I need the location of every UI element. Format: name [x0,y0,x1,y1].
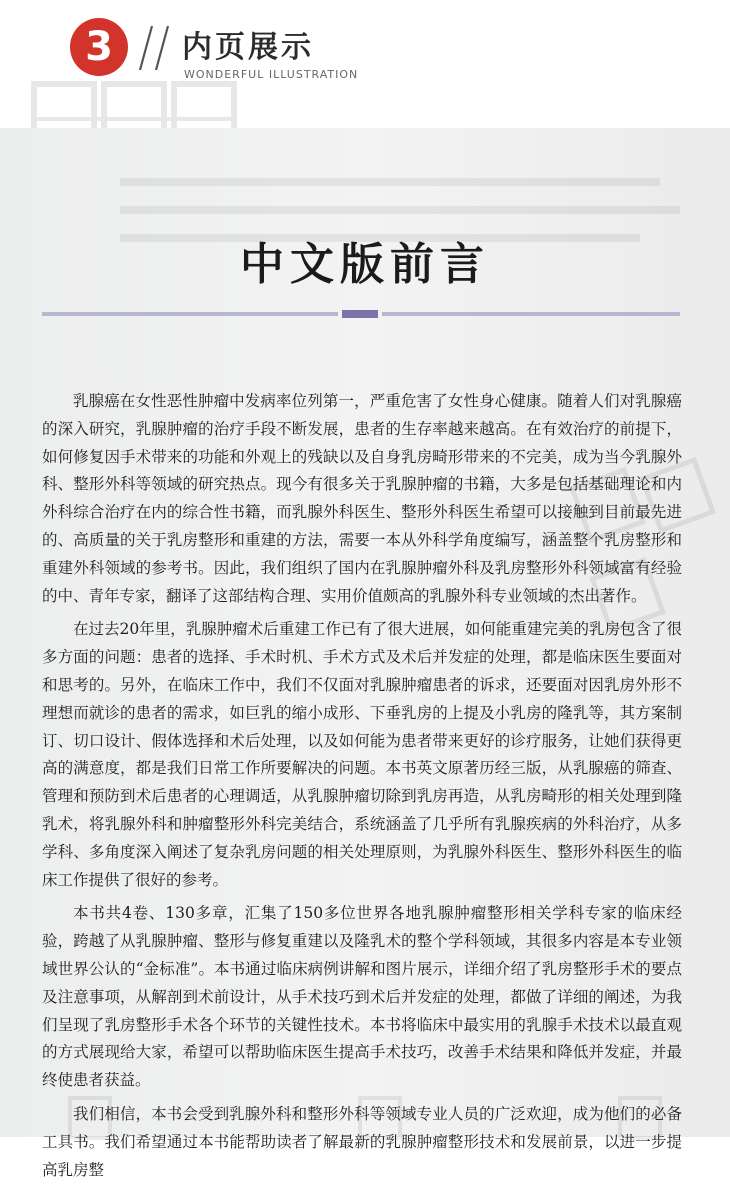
paragraph-3: 本书共4卷、130多章，汇集了150多位世界各地乳腺肿瘤整形相关学科专家的临床经验，跨越了从乳腺肿瘤、整形与修复重建以及隆乳术的整个学科领域，其很多内容是本专业领域世界公认的“金标准”。本书通过临床病例讲解和图片展示，详细介绍了乳房整形手术的要点及注意事项，从解剖到术前设计，从手术技巧到术后并发症的处理，都做了详细的阐述，为我们呈现了乳房整形手术各个环节的关键性技术。本书将临床中最实用的乳腺手术技术以最直观的方式展现给大家，希望可以帮助临床医生提高手术技巧，改善手术结果和降低并发症，并最终使患者获益。 [42,904,682,1090]
watermark-bottom [60,1088,680,1148]
double-slash-icon [138,22,172,74]
paragraph-1: 乳腺癌在女性恶性肿瘤中发病率位列第一，严重危害了女性身心健康。随着人们对乳腺癌的深入研究，乳腺肿瘤的治疗手段不断发展，患者的生存率越来越高。在有效治疗的前提下，如何修复因手术带来的功能和外观上的残缺以及自身乳房畸形带来的不完美，成为当今乳腺外科、整形外科等领域的研究热点。现今有很多关于乳腺肿瘤的书籍，大多是包括基础理论和内外科综合治疗在内的综合性书籍，而乳腺外科医生、整形外科医生希望可以接触到目前最先进的、高质量的关于乳房整形和重建的方法，需要一本从外科学角度编写，涵盖整个乳房整形和重建外科领域的参考书。因此，我们组织了国内在乳腺肿瘤外科及乳房整形外科领域富有经验的中、青年专家，翻译了这部结构合理、实用价值颇高的乳腺外科专业领域的杰出著作。 [42,392,682,605]
paragraph-4: 我们相信，本书会受到乳腺外科和整形外科等领域专业人员的广泛欢迎，成为他们的必备工具书。我们希望通过本书能帮助读者了解最新的乳腺肿瘤整形技术和发展前景，以进一步提高乳房整 [42,1104,682,1179]
paragraph-2: 在过去20年里，乳腺肿瘤术后重建工作已有了很大进展，如何能重建完美的乳房包含了很多方面的问题：患者的选择、手术时机、手术方式及术后并发症的处理，都是临床医生要面对和思考的。另外，在临床工作中，我们不仅面对乳腺肿瘤患者的诉求，还要面对因乳房外形不理想而就诊的患者的需求，如巨乳的缩小成形、下垂乳房的上提及小乳房的隆乳等，其方案制订、切口设计、假体选择和术后处理，以及如何能为患者带来更好的诊疗服务，让她们获得更高的满意度，都是我们日常工作所要解决的问题。本书英文原著历经三版，从乳腺癌的筛查、管理和预防到术后患者的心理调适，从乳腺肿瘤切除到乳房再造，从乳房畸形的相关处理到隆乳术，将乳腺外科和肿瘤整形外科完美结合，系统涵盖了几乎所有乳腺疾病的外科治疗，从多学科、多角度深入阐述了复杂乳房问题的相关处理原则，为乳腺外科医生、整形外科医生的临床工作提供了很好的参考。 [42,620,682,889]
title-rule-left [42,312,338,316]
header-title: 内页展示 [182,30,314,65]
section-number: 3 [85,24,113,70]
title-rule-center [342,310,378,318]
title-rule-right [382,312,680,316]
header-subtitle: WONDERFUL ILLUSTRATION [184,68,359,81]
book-page [0,128,730,1179]
page-title: 中文版前言 [240,239,490,290]
header-banner [0,0,730,128]
watermark-right [560,458,730,658]
section-number-badge [70,18,128,76]
